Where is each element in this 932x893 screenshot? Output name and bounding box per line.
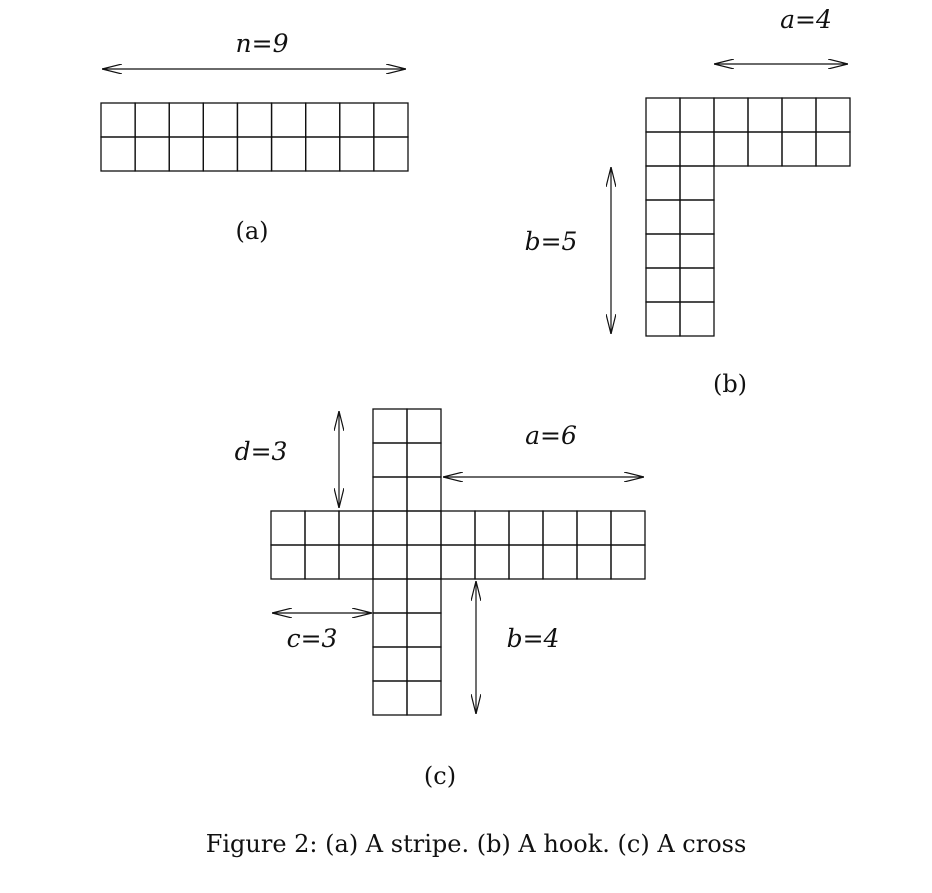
figure-caption: Figure 2: (a) A stripe. (b) A hook. (c) A cross xyxy=(205,830,747,858)
cross-cell xyxy=(305,511,339,545)
cross-cell xyxy=(373,409,407,443)
hook-cell xyxy=(680,98,714,132)
cross-cell xyxy=(407,409,441,443)
cross-cell xyxy=(373,477,407,511)
cross-cell xyxy=(543,511,577,545)
cross-d-label: d=3 xyxy=(234,437,288,466)
cross-b-label: b=4 xyxy=(506,624,560,653)
hook-a-label: a=4 xyxy=(780,5,832,34)
stripe-cell xyxy=(374,103,408,137)
stripe-cell xyxy=(272,137,306,171)
stripe-cell xyxy=(203,137,237,171)
stripe-cell xyxy=(306,137,340,171)
hook-cell xyxy=(646,132,680,166)
cross-cell xyxy=(407,681,441,715)
stripe-cell xyxy=(101,103,135,137)
cross-cell xyxy=(305,545,339,579)
stripe-cell xyxy=(272,103,306,137)
cross-cell xyxy=(373,613,407,647)
cross-cell xyxy=(407,647,441,681)
cross-cell xyxy=(373,579,407,613)
cross-cell xyxy=(611,545,645,579)
hook-cell xyxy=(680,166,714,200)
cross-cell xyxy=(577,545,611,579)
cross-cell xyxy=(407,579,441,613)
hook-diagram xyxy=(525,5,850,398)
cross-cell xyxy=(373,443,407,477)
stripe-cell xyxy=(135,137,169,171)
cross-a-label: a=6 xyxy=(525,421,577,450)
cross-cell xyxy=(271,511,305,545)
hook-cell xyxy=(816,98,850,132)
hook-sublabel: (b) xyxy=(712,370,748,398)
cross-cell xyxy=(509,511,543,545)
hook-b-label: b=5 xyxy=(524,227,578,256)
cross-cell xyxy=(611,511,645,545)
stripe-cell xyxy=(237,137,271,171)
cross-diagram xyxy=(235,409,645,790)
cross-cell xyxy=(339,511,373,545)
stripe-cell xyxy=(306,103,340,137)
cross-cell xyxy=(441,511,475,545)
hook-cell xyxy=(646,166,680,200)
stripe-cell xyxy=(374,137,408,171)
hook-cell xyxy=(646,268,680,302)
hook-cell xyxy=(646,98,680,132)
cross-cell xyxy=(475,511,509,545)
cross-cell xyxy=(271,545,305,579)
cross-cell xyxy=(577,511,611,545)
cross-cell xyxy=(407,443,441,477)
cross-cell xyxy=(373,647,407,681)
hook-cell xyxy=(714,98,748,132)
stripe-cell xyxy=(169,103,203,137)
cross-c-label: c=3 xyxy=(286,624,338,653)
stripe-sublabel: (a) xyxy=(235,217,269,245)
cross-cell xyxy=(509,545,543,579)
hook-grid xyxy=(646,98,850,336)
hook-cell xyxy=(680,268,714,302)
stripe-cell xyxy=(169,137,203,171)
hook-cell xyxy=(680,200,714,234)
stripe-cell xyxy=(237,103,271,137)
stripe-cell xyxy=(203,103,237,137)
hook-cell xyxy=(680,234,714,268)
hook-cell xyxy=(646,200,680,234)
stripe-grid xyxy=(101,103,408,171)
stripe-cell xyxy=(135,103,169,137)
cross-cell xyxy=(407,511,441,545)
cross-cell xyxy=(407,545,441,579)
cross-cell xyxy=(373,511,407,545)
cross-cell xyxy=(339,545,373,579)
hook-cell xyxy=(748,132,782,166)
cross-cell xyxy=(543,545,577,579)
stripe-diagram xyxy=(101,29,408,245)
hook-cell xyxy=(680,132,714,166)
hook-cell xyxy=(782,132,816,166)
cross-cell xyxy=(441,545,475,579)
cross-cell xyxy=(475,545,509,579)
hook-cell xyxy=(680,302,714,336)
cross-cell xyxy=(373,681,407,715)
cross-cell xyxy=(373,545,407,579)
cross-cell xyxy=(407,613,441,647)
hook-cell xyxy=(748,98,782,132)
stripe-n-label: n=9 xyxy=(235,29,289,58)
hook-cell xyxy=(782,98,816,132)
hook-cell xyxy=(646,302,680,336)
hook-cell xyxy=(816,132,850,166)
stripe-cell xyxy=(340,103,374,137)
hook-cell xyxy=(714,132,748,166)
stripe-cell xyxy=(101,137,135,171)
cross-grid xyxy=(271,409,645,715)
cross-sublabel: (c) xyxy=(423,762,457,790)
stripe-cell xyxy=(340,137,374,171)
hook-cell xyxy=(646,234,680,268)
cross-cell xyxy=(407,477,441,511)
